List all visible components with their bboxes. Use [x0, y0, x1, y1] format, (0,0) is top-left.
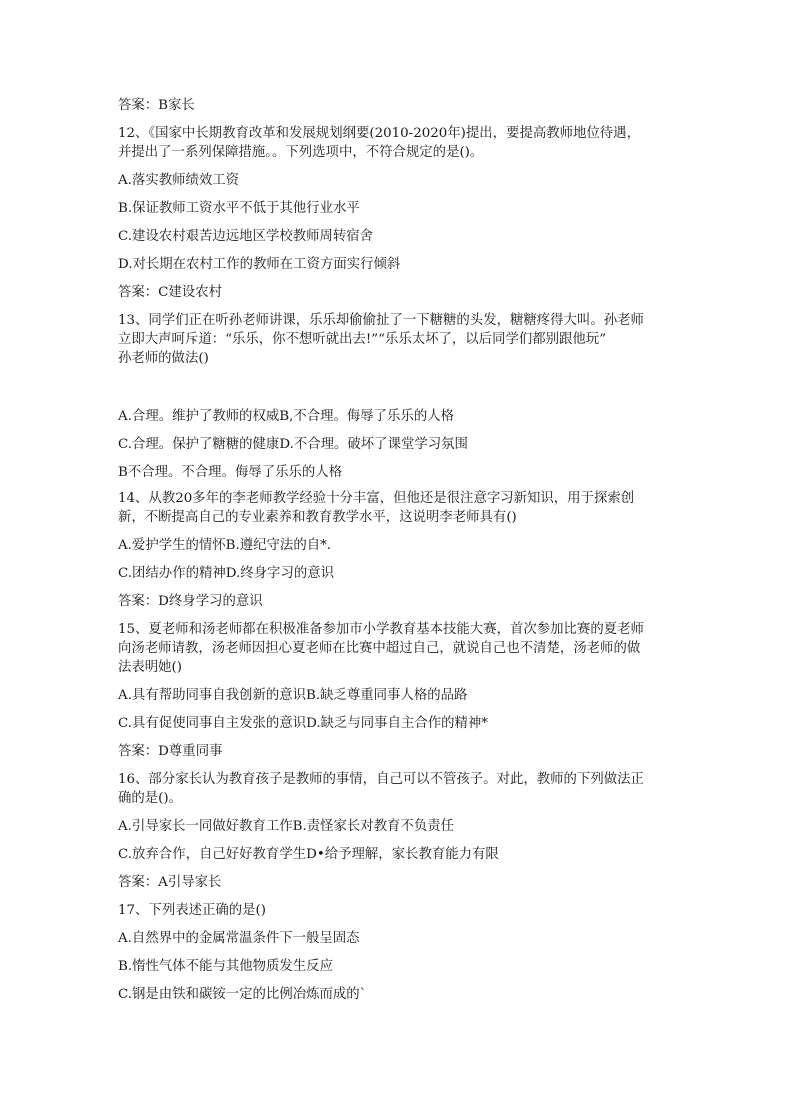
question-17-line-1: 17、下列表述正确的是()	[118, 903, 267, 918]
option-line: A.自然界中的金属常温条件下一般呈固态	[118, 931, 360, 946]
question-14-line-1: 14、从教20多年的李老师教学经验十分丰富，但他还是很注意字习新知识，用于探索创	[118, 491, 635, 506]
question-15-line-2: 向汤老师请教，汤老师因担心夏老师在比赛中超过自己，就说自己也不清楚，汤老师的做	[118, 641, 641, 656]
question-12-line-2: 并提出了一系列保障措施。。下列选项中，不符合规定的是()。	[118, 145, 484, 160]
option-line: A.落实教师绩效工资	[118, 173, 240, 188]
option-line: C.放弃合作，自己好好教育学生D•给予理解，家长教育能力有限	[118, 847, 499, 862]
answer-line: 答案：D尊重同事	[118, 744, 223, 759]
option-line: B.惰性气体不能与其他物质发生反应	[118, 959, 333, 974]
answer-line: 答案：B家长	[118, 98, 195, 113]
question-13-line-3: 孙老师的做法()	[118, 351, 209, 366]
option-line: C.团结办作的精神D.终身字习的意识	[118, 566, 335, 581]
answer-line: 答案：D终身学习的意识	[118, 594, 263, 609]
option-line: C.建设农村艰苦边远地区学校教师周转宿舍	[118, 229, 374, 244]
question-15-line-3: 法表明她()	[118, 660, 183, 675]
option-line: C.钢是由铁和碳铵一定的比例冶炼而成的`	[118, 987, 367, 1002]
document-page	[118, 96, 678, 1004]
answer-line: 答案：C建设农村	[118, 285, 222, 300]
answer-line: 答案：A引导家长	[118, 875, 222, 890]
answer-line: B不合理。不合理。侮辱了乐乐的人格	[118, 465, 343, 480]
option-line: A.合理。维护了教师的权威B,不合理。侮辱了乐乐的人格	[118, 409, 455, 424]
question-15-line-1: 15、夏老师和汤老师都在积极准备参加市小学教育基本技能大赛，首次参加比赛的夏老师	[118, 622, 644, 637]
question-13-line-1: 13、同学们正在听孙老师讲课，乐乐却偷偷扯了一下糖糖的头发，糖糖疼得大叫。孙老师	[118, 313, 644, 328]
option-line: A.引导家长一同做好教育工作B.责怪家长对教育不负责任	[118, 819, 455, 834]
question-12-line-1: 12、《国家中长期教育改革和发展规划纲要(2010-2020年)提出，要提高教师地位待遇，	[118, 126, 640, 141]
option-line: A.具有帮助同事自我创新的意识B.缺乏尊重同事人格的品路	[118, 688, 468, 703]
option-line: B.保证教师工资水平不低于其他行业水平	[118, 201, 360, 216]
question-13-line-2: 立即大声呵斥道：“乐乐，你不想听就出去!”“乐乐太坏了，以后同学们都别跟他玩”	[118, 332, 607, 347]
question-16-line-1: 16、部分家长认为教育孩子是教师的事情，自己可以不管孩子。对此，教师的下列做法正	[118, 772, 644, 787]
question-16-line-2: 确的是()。	[118, 791, 183, 806]
option-line: C.具有促使同事自主发张的意识D.缺乏与同事自主合作的精神*	[118, 716, 488, 731]
option-line: C.合理。保护了糖糖的健康D.不合理。破坏了课堂学习氛围	[118, 437, 468, 452]
question-14-line-2: 新，不断提高自己的专业素养和教育教学水平，这说明李老师具有()	[118, 510, 517, 525]
option-line: D.对长期在农村工作的教师在工资方面实行倾斜	[118, 257, 401, 272]
option-line: A.爱护学生的情怀B.遵纪守法的自*.	[118, 538, 332, 553]
